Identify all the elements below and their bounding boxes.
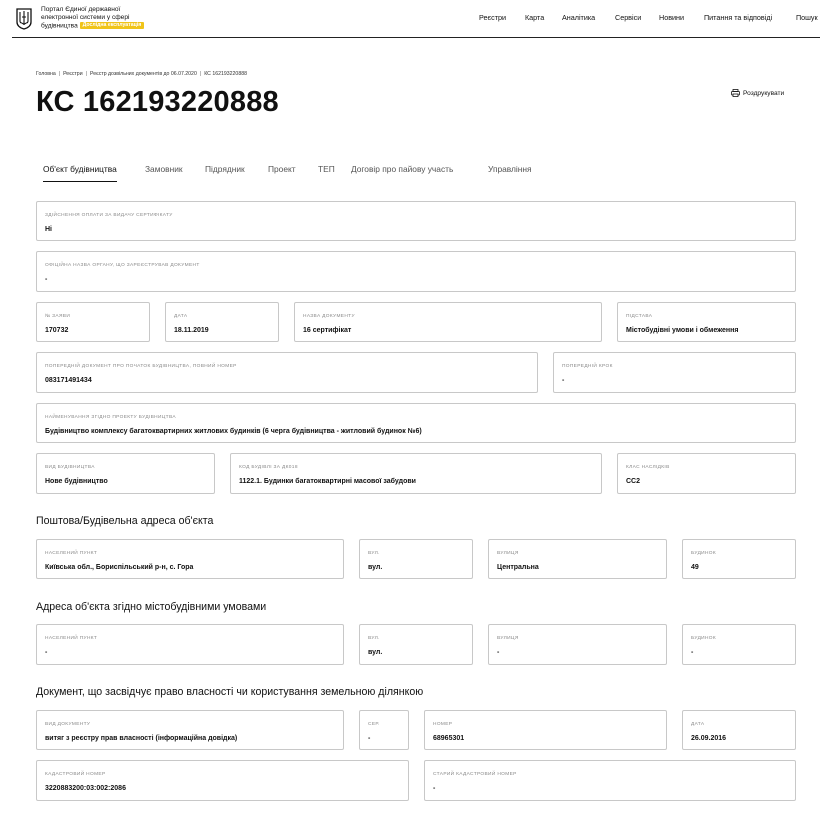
nav-item-search[interactable]: Пошук: [796, 13, 818, 22]
authority-value: -: [45, 276, 48, 283]
authority-label: ОФІЦІЙНА НАЗВА ОРГАНУ, ЩО ЗАРЕЄСТРУВАВ ДОКУМЕНТ: [45, 263, 200, 268]
tab-tep[interactable]: ТЕП: [318, 164, 335, 174]
trident-emblem-icon[interactable]: [13, 7, 35, 31]
tab-share-agreement[interactable]: Договір про пайову участь: [351, 164, 454, 174]
old-cadastral-field: [424, 760, 796, 801]
application-no-value: 170732: [45, 327, 69, 334]
postal-settlement-value: Київська обл., Бориспільський р-н, с. Гора: [45, 564, 194, 571]
basis-label: ПІДСТАВА: [626, 314, 653, 319]
prev-step-value: -: [562, 377, 565, 384]
portal-title-line3: будівництва: [41, 22, 78, 30]
date-field: [165, 302, 279, 342]
portal-title[interactable]: [41, 6, 171, 31]
urban-street-field: [488, 624, 667, 665]
postal-settlement-field: [36, 539, 344, 579]
application-no-field: [36, 302, 150, 342]
breadcrumb-home[interactable]: Головна: [36, 71, 56, 77]
breadcrumb-current: КС 162193220888: [204, 71, 247, 77]
application-no-label: № ЗАЯВИ: [45, 314, 71, 319]
nav-item-map[interactable]: Карта: [525, 13, 545, 22]
project-name-value: Будівництво комплексу багатоквартирних житлових будинків (6 черга будівництва - житловий будинок №6): [45, 428, 422, 435]
tab-contractor[interactable]: Підрядник: [205, 164, 245, 174]
land-doc-series-label: СЕР.: [368, 722, 380, 727]
project-name-label: НАЙМЕНУВАННЯ ЗГІДНО ПРОЕКТУ БУДІВНИЦТВА: [45, 415, 176, 420]
print-button[interactable]: [731, 89, 784, 97]
print-label: Роздрукувати: [743, 89, 785, 97]
date-value: 18.11.2019: [174, 327, 209, 334]
portal-title-line1: Портал Єдиної державної: [41, 6, 121, 13]
tab-management[interactable]: Управління: [488, 164, 532, 174]
breadcrumb-registry[interactable]: Реєстр дозвільних документів до 06.07.2020: [89, 71, 197, 77]
land-doc-type-value: витяг з реєстру прав власності (інформаційна довідка): [45, 735, 238, 742]
printer-icon: [731, 89, 740, 97]
payment-label: ЗДІЙСНЕННЯ ОПЛАТИ ЗА ВИДАЧУ СЕРТИФІКАТУ: [45, 213, 173, 218]
nav-item-news[interactable]: Новини: [659, 13, 685, 22]
portal-title-line2: електронної системи у сфері: [41, 14, 130, 22]
prev-doc-label: ПОПЕРЕДНІЙ ДОКУМЕНТ ПРО ПОЧАТОК БУДІВНИЦТВА, ПОВНИЙ НОМЕР: [45, 364, 237, 369]
page-title: КС 162193220888: [36, 86, 279, 118]
urban-building-value: -: [691, 649, 694, 656]
urban-street-type-value: вул.: [368, 649, 383, 656]
postal-building-label: БУДИНОК: [691, 551, 717, 556]
building-code-field: [230, 453, 602, 494]
cadastral-field: [36, 760, 409, 801]
postal-building-field: [682, 539, 796, 579]
building-code-label: КОД БУДІВЛІ ЗА ДК018: [239, 465, 298, 470]
project-name-field: [36, 403, 796, 443]
doc-name-value: 16 сертифікат: [303, 327, 352, 334]
building-code-value: 1122.1. Будинки багатоквартирні масової забудови: [239, 478, 416, 485]
prev-doc-field: [36, 352, 538, 393]
postal-street-field: [488, 539, 667, 579]
land-doc-date-value: 26.09.2016: [691, 735, 727, 742]
postal-street-label: ВУЛИЦЯ: [497, 551, 519, 556]
nav-item-analytics[interactable]: Аналітика: [562, 13, 596, 22]
consequence-class-value: СС2: [626, 478, 641, 485]
urban-building-label: БУДИНОК: [691, 636, 717, 641]
cadastral-label: КАДАСТРОВИЙ НОМЕР: [45, 772, 106, 777]
urban-settlement-field: [36, 624, 344, 665]
breadcrumb-registries[interactable]: Реєстри: [63, 71, 83, 77]
site-header: [0, 0, 831, 38]
basis-field: [617, 302, 796, 342]
prev-step-label: ПОПЕРЕДНІЙ КРОК: [562, 364, 613, 369]
header-divider: [12, 37, 820, 38]
urban-street-value: -: [497, 649, 500, 656]
postal-street-type-label: ВУЛ.: [368, 551, 380, 556]
urban-building-field: [682, 624, 796, 665]
land-doc-type-label: ВИД ДОКУМЕНТУ: [45, 722, 91, 727]
land-doc-number-label: НОМЕР: [433, 722, 453, 727]
tab-customer[interactable]: Замовник: [145, 164, 183, 174]
payment-field: [36, 201, 796, 241]
land-doc-number-field: [424, 710, 667, 750]
date-label: ДАТА: [174, 314, 188, 319]
breadcrumb: Головна | Реєстри | Реєстр дозвільних документів до 06.07.2020 | КС 162193220888: [36, 71, 247, 77]
basis-value: Містобудівні умови і обмеження: [626, 327, 739, 334]
postal-street-value: Центральна: [497, 564, 539, 571]
consequence-class-label: КЛАС НАСЛІДКІВ: [626, 465, 670, 470]
land-doc-type-field: [36, 710, 344, 750]
postal-settlement-label: НАСЕЛЕНИЙ ПУНКТ: [45, 551, 98, 556]
land-doc-number-value: 68965301: [433, 735, 465, 742]
old-cadastral-label: СТАРИЙ КАДАСТРОВИЙ НОМЕР: [433, 772, 517, 777]
land-doc-title: Документ, що засвідчує право власності чи користування земельною ділянкою: [36, 686, 424, 698]
old-cadastral-value: -: [433, 785, 436, 792]
urban-settlement-value: -: [45, 649, 48, 656]
postal-building-value: 49: [691, 564, 699, 571]
construction-type-field: [36, 453, 215, 494]
urban-street-type-field: [359, 624, 473, 665]
construction-type-label: ВИД БУДІВНИЦТВА: [45, 465, 95, 470]
consequence-class-field: [617, 453, 796, 494]
postal-address-title: Поштова/Будівельна адреса об'єкта: [36, 515, 214, 527]
land-doc-series-field: [359, 710, 409, 750]
postal-street-type-field: [359, 539, 473, 579]
land-doc-date-label: ДАТА: [691, 722, 705, 727]
doc-name-field: [294, 302, 602, 342]
doc-name-label: НАЗВА ДОКУМЕНТУ: [303, 314, 355, 319]
nav-item-services[interactable]: Сервіси: [615, 13, 642, 22]
land-doc-series-value: -: [368, 735, 371, 742]
nav-item-registries[interactable]: Реєстри: [479, 13, 507, 22]
cadastral-value: 3220883200:03:002:2086: [45, 785, 126, 792]
payment-value: Ні: [45, 226, 52, 233]
prev-doc-value: 083171491434: [45, 377, 92, 384]
authority-field: [36, 251, 796, 292]
construction-type-value: Нове будівництво: [45, 478, 108, 485]
urban-settlement-label: НАСЕЛЕНИЙ ПУНКТ: [45, 636, 98, 641]
tab-construction-object[interactable]: Об'єкт будівництва: [43, 164, 117, 182]
beta-badge: Дослідна експлуатація: [80, 22, 145, 29]
nav-item-faq[interactable]: Питання та відповіді: [704, 13, 773, 22]
land-doc-date-field: [682, 710, 796, 750]
postal-street-type-value: вул.: [368, 564, 383, 571]
urban-street-type-label: ВУЛ.: [368, 636, 380, 641]
tab-project[interactable]: Проект: [268, 164, 296, 174]
prev-step-field: [553, 352, 796, 393]
urban-address-title: Адреса об'єкта згідно містобудівними умовами: [36, 601, 267, 613]
urban-street-label: ВУЛИЦЯ: [497, 636, 519, 641]
